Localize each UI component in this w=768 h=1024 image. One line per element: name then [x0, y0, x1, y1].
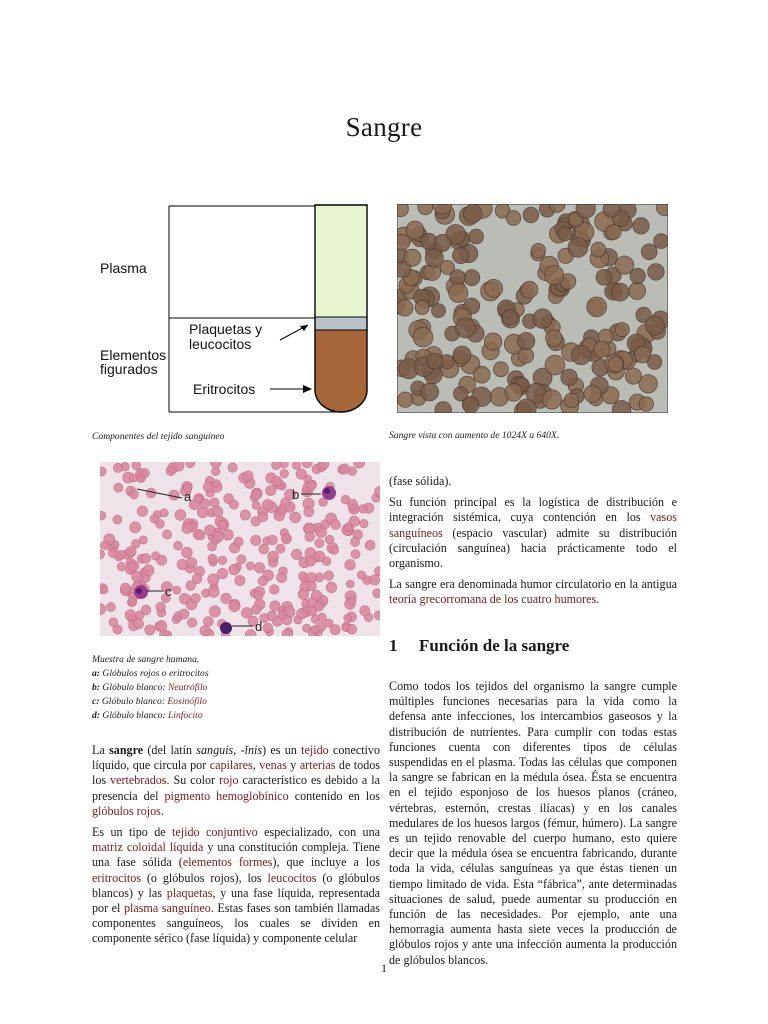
- micrograph-cell: [518, 333, 535, 350]
- left-column: [92, 743, 380, 953]
- smear-red-cell: [211, 467, 220, 476]
- smear-red-cell: [272, 462, 281, 470]
- micrograph-cell: [493, 362, 508, 377]
- micrograph-cell: [397, 300, 413, 317]
- smear-red-cell: [212, 506, 223, 517]
- diagram-caption: Componentes del tejido sanguíneo: [92, 431, 225, 442]
- micrograph-cell: [572, 345, 591, 364]
- link-tejido-conjuntivo[interactable]: tejido conjuntivo: [172, 825, 258, 840]
- smear-red-cell: [246, 562, 254, 570]
- smear-red-cell: [182, 523, 192, 533]
- section-heading: [389, 636, 569, 656]
- smear-red-cell: [163, 530, 172, 539]
- link-tejido[interactable]: tejido: [301, 743, 329, 757]
- smear-red-cell: [276, 544, 285, 553]
- smear-red-cell: [234, 537, 243, 546]
- smear-red-cell: [258, 512, 268, 522]
- smear-red-cell: [345, 560, 356, 571]
- micrograph-cell: [397, 234, 410, 250]
- smear-red-cell: [132, 462, 141, 470]
- smear-red-cell: [213, 531, 224, 542]
- smear-red-cell: [109, 618, 118, 627]
- link-eosinofilo[interactable]: Eosinófilo: [167, 696, 207, 707]
- smear-red-cell: [365, 540, 375, 550]
- blood-micrograph: [397, 204, 668, 413]
- link-venas[interactable]: venas: [259, 758, 287, 773]
- smear-red-cell: [351, 537, 360, 546]
- micrograph-cell: [596, 269, 612, 285]
- smear-label-d: d: [255, 619, 263, 634]
- micrograph-cell: [545, 266, 564, 285]
- micrograph-cell: [427, 353, 443, 369]
- smear-label-c: c: [165, 584, 172, 599]
- link-capilares[interactable]: capilares: [209, 758, 253, 773]
- micrograph-caption: Sangre vista con aumento de 1024X a 640X.: [389, 430, 560, 441]
- smear-red-cell: [370, 575, 380, 585]
- micrograph-cell: [564, 393, 579, 408]
- smear-red-cell: [177, 559, 187, 569]
- right-column-body: [389, 679, 677, 974]
- micrograph-cell: [568, 238, 588, 258]
- smear-red-cell: [143, 565, 154, 576]
- micrograph-cell: [521, 281, 538, 298]
- micrograph-cell: [533, 309, 552, 328]
- humor-paragraph: La sangre era denominada humor circulatorio en la antigua teoría grecorromana de los cuatro humores.: [389, 577, 677, 607]
- micrograph-cell: [404, 249, 421, 266]
- smear-red-cell: [346, 580, 354, 588]
- buffy-coat-layer: [315, 317, 367, 330]
- smear-red-cell: [208, 574, 219, 585]
- smear-red-cell: [229, 564, 240, 575]
- smear-red-cell: [259, 544, 269, 554]
- right-column-top: [389, 474, 677, 614]
- label-erythrocytes: Eritrocitos: [193, 381, 256, 397]
- smear-red-cell: [360, 606, 370, 616]
- smear-red-cell: [208, 554, 217, 563]
- micrograph-cell: [464, 270, 480, 286]
- smear-red-cell: [117, 550, 126, 559]
- micrograph-cell: [654, 234, 668, 249]
- smear-red-cell: [137, 506, 148, 517]
- smear-red-cell: [114, 483, 123, 492]
- smear-red-cell: [318, 613, 327, 622]
- smear-red-cell: [229, 601, 240, 612]
- smear-red-cell: [175, 510, 186, 521]
- micrograph-cell: [523, 207, 539, 223]
- smear-red-cell: [263, 623, 273, 633]
- smear-red-cell: [314, 551, 325, 562]
- smear-red-cell: [348, 597, 356, 605]
- link-vertebrados[interactable]: vertebrados: [110, 773, 167, 788]
- micrograph-cell: [454, 387, 468, 401]
- smear-red-cell: [305, 532, 315, 542]
- smear-red-cell: [228, 463, 237, 472]
- micrograph-cell: [425, 249, 443, 267]
- smear-red-cell: [251, 605, 261, 615]
- smear-red-cell: [174, 541, 183, 550]
- white-cell-eosinophil: [134, 585, 148, 599]
- page-title: Sangre: [345, 112, 423, 142]
- smear-red-cell: [268, 551, 279, 562]
- smear-red-cell: [113, 515, 122, 524]
- smear-red-cell: [357, 571, 365, 579]
- micrograph-cell: [646, 316, 665, 335]
- link-teoria-humores[interactable]: teoría grecorromana de los cuatro humores: [389, 592, 597, 607]
- smear-red-cell: [131, 539, 140, 548]
- smear-red-cell: [212, 479, 221, 488]
- smear-red-cell: [130, 522, 141, 533]
- smear-red-cell: [156, 621, 167, 632]
- smear-red-cell: [297, 608, 308, 619]
- link-plasma-sanguineo[interactable]: plasma sanguíneo: [123, 901, 211, 916]
- micrograph-cell: [591, 242, 606, 257]
- smear-red-cell: [128, 561, 139, 572]
- micrograph-cell: [453, 247, 469, 263]
- link-leucocitos[interactable]: leucocitos: [267, 870, 317, 885]
- label-platelets-1: Plaquetas y: [189, 321, 263, 337]
- smear-red-cell: [100, 511, 106, 520]
- smear-red-cell: [317, 622, 326, 631]
- smear-red-cell: [194, 494, 203, 503]
- smear-red-cell: [210, 498, 219, 507]
- micrograph-cell: [485, 279, 503, 297]
- smear-red-cell: [307, 481, 317, 491]
- smear-red-cell: [125, 610, 136, 621]
- blood-components-diagram: [94, 200, 384, 420]
- section-title: Función de la sangre: [419, 636, 570, 655]
- smear-red-cell: [113, 463, 122, 472]
- white-cell-neutrophil: [322, 486, 336, 500]
- smear-red-cell: [254, 591, 263, 600]
- smear-red-cell: [151, 552, 159, 560]
- micrograph-cell: [421, 383, 439, 401]
- micrograph-cell: [531, 243, 546, 258]
- smear-red-cell: [156, 602, 166, 612]
- smear-red-cell: [339, 464, 349, 474]
- smear-red-cell: [208, 586, 219, 597]
- smear-red-cell: [315, 539, 324, 548]
- micrograph-cell: [594, 341, 610, 357]
- label-plasma: Plasma: [100, 260, 147, 276]
- smear-red-cell: [282, 615, 292, 625]
- legend-row-a: a: Glóbulos rojos o eritrocitos: [92, 668, 209, 679]
- link-eritrocitos[interactable]: eritrocitos: [92, 870, 142, 885]
- micrograph-cell: [639, 397, 654, 412]
- smear-red-cell: [218, 556, 227, 565]
- smear-red-cell: [252, 490, 262, 500]
- micrograph-cell: [542, 390, 561, 409]
- smear-label-b: b: [292, 487, 300, 502]
- micrograph-cell: [558, 227, 572, 241]
- smear-red-cell: [217, 568, 227, 578]
- micrograph-cell: [561, 369, 578, 386]
- smear-red-cell: [243, 471, 253, 481]
- smear-red-cell: [200, 626, 210, 636]
- smear-red-cell: [186, 558, 197, 569]
- smear-red-cell: [120, 583, 130, 593]
- smear-red-cell: [291, 549, 301, 559]
- label-platelets-2: leucocitos: [189, 336, 252, 352]
- micrograph-cell: [453, 346, 471, 364]
- smear-red-cell: [330, 625, 340, 635]
- smear-red-cell: [191, 594, 201, 604]
- smear-red-cell: [141, 554, 151, 564]
- smear-legend: [92, 653, 209, 723]
- white-cell-lymphocyte: [220, 622, 232, 634]
- smear-red-cell: [240, 510, 250, 520]
- smear-red-cell: [141, 605, 151, 615]
- smear-red-cell: [330, 546, 339, 555]
- micrograph-cell: [469, 229, 484, 244]
- micrograph-cell: [641, 244, 657, 260]
- micrograph-cell: [415, 300, 429, 314]
- smear-red-cell: [117, 562, 126, 571]
- tissue-paragraph: Es un tipo de tejido conjuntivo especializado, con una matriz coloidal líquida y una constitución compleja. Tiene una fase sólida (elementos formes), que incluye a los eritrocitos (o glóbulos rojos), los leucocitos (o glóbulos blancos) y las plaquetas, y una fase líquida, representada por el plasma sanguíneo. Estas fases son también llamadas componentes sanguíneos, los cuales se dividen en componente sérico (fase líquida) y componente celular: [92, 825, 381, 946]
- smear-red-cell: [132, 571, 143, 582]
- link-matriz-coloidal[interactable]: matriz coloidal líquida: [92, 840, 204, 855]
- smear-red-cell: [192, 574, 202, 584]
- smear-red-cell: [108, 549, 117, 558]
- function-summary-paragraph: Su función principal es la logística de distribución e integración sistémica, cuya contención en los vasos sanguíneos (espacio vascular) admite su distribución (circulación sanguínea) hacia prácticamente todo el organismo.: [389, 495, 677, 571]
- link-globulos-rojos[interactable]: glóbulos rojos: [92, 803, 161, 818]
- micrograph-cell: [464, 204, 483, 223]
- micrograph-cell: [505, 384, 522, 401]
- smear-red-cell: [106, 603, 115, 612]
- smear-red-cell: [196, 531, 205, 540]
- smear-red-cell: [349, 516, 359, 526]
- smear-red-cell: [130, 490, 139, 499]
- smear-red-cell: [203, 617, 213, 627]
- micrograph-cell: [633, 218, 649, 234]
- smear-red-cell: [347, 624, 357, 634]
- smear-red-cell: [298, 589, 309, 600]
- micrograph-cell: [648, 264, 665, 281]
- link-rojo[interactable]: rojo: [219, 773, 239, 788]
- smear-red-cell: [277, 573, 287, 583]
- micrograph-cell: [413, 327, 433, 347]
- smear-red-cell: [134, 619, 144, 629]
- smear-red-cell: [316, 526, 327, 537]
- smear-red-cell: [128, 598, 137, 607]
- smear-red-cell: [268, 535, 278, 545]
- smear-red-cell: [169, 490, 179, 500]
- micrograph-cell: [406, 221, 424, 239]
- smear-red-cell: [179, 609, 189, 619]
- smear-red-cell: [223, 529, 234, 540]
- smear-red-cell: [241, 608, 252, 619]
- smear-red-cell: [281, 498, 290, 507]
- link-arterias[interactable]: arterias: [299, 758, 336, 773]
- smear-red-cell: [270, 601, 280, 611]
- blood-smear-image: [100, 462, 380, 636]
- micrograph-cell: [647, 355, 662, 370]
- function-paragraph: Como todos los tejidos del organismo la sangre cumple múltiples funciones necesarias para la vida como la defensa ante infecciones, los intercambios gaseosos y la distribución de nutrientes. Para cumplir con todas estas funciones cuenta con diferentes tipos de células suspendidas en el plasma. Todas las células que componen la sangre se fabrican en la médula ósea. Ésta se encuentra en el tejido esponjoso de los huesos planos (cráneo, vértebras, esternón, crestas ilíacas) y en los canales medulares de los huesos largos (fémur, húmero). La sangre es un tejido renovable del cuerpo humano, esto quiere decir que la médula ósea se encuentra fabricando, durante toda la vida, células sanguíneas ya que éstas tienen un tiempo limitado de vida. Esta “fábrica”, ante determinadas situaciones de salud, puede aumentar su producción en función de las necesidades. Por ejemplo, ante una hemorragia aumenta hasta siete veces la producción de glóbulos rojos y ante una infección aumenta la producción de glóbulos blancos.: [389, 679, 677, 967]
- smear-red-cell: [173, 462, 184, 471]
- link-vasos-sanguineos[interactable]: vasos sanguíneos: [389, 510, 677, 540]
- micrograph-cell: [455, 318, 475, 338]
- micrograph-cell: [606, 225, 621, 240]
- smear-red-cell: [373, 589, 380, 598]
- link-plaquetas[interactable]: plaquetas: [166, 885, 213, 900]
- smear-red-cell: [359, 505, 368, 514]
- smear-red-cell: [281, 534, 291, 544]
- smear-red-cell: [280, 469, 289, 478]
- micrograph-cell: [629, 282, 646, 299]
- link-linfocito[interactable]: Linfocito: [167, 710, 203, 721]
- smear-red-cell: [235, 575, 245, 585]
- micrograph-cell: [608, 357, 623, 372]
- smear-red-cell: [304, 507, 314, 517]
- smear-red-cell: [221, 593, 231, 603]
- smear-red-cell: [292, 462, 300, 470]
- continuation-paragraph: (fase sólida).: [389, 474, 452, 488]
- micrograph-cell: [418, 204, 433, 215]
- micrograph-cell: [584, 385, 601, 402]
- smear-red-cell: [258, 576, 268, 586]
- smear-red-cell: [331, 520, 341, 530]
- smear-red-cell: [251, 535, 261, 545]
- plasma-layer: [315, 205, 367, 317]
- smear-red-cell: [324, 571, 334, 581]
- micrograph-cell: [506, 211, 521, 226]
- smear-red-cell: [173, 586, 181, 594]
- micrograph-cell: [450, 270, 465, 285]
- micrograph-cell: [625, 368, 641, 384]
- smear-red-cell: [150, 515, 159, 524]
- smear-red-cell: [100, 586, 108, 594]
- micrograph-cell: [603, 204, 620, 218]
- micrograph-cell: [432, 304, 446, 318]
- legend-row-b: b: Glóbulo blanco: Neutrófilo: [92, 682, 208, 693]
- smear-red-cell: [360, 519, 369, 528]
- micrograph-cell: [473, 366, 490, 383]
- label-formed-2: figurados: [100, 361, 158, 377]
- smear-red-cell: [145, 625, 155, 635]
- smear-red-cell: [100, 467, 106, 476]
- micrograph-cell: [615, 323, 629, 337]
- smear-red-cell: [314, 602, 323, 611]
- smear-red-cell: [229, 500, 238, 509]
- smear-red-cell: [270, 585, 280, 595]
- legend-row-c: c: Glóbulo blanco: Eosinófilo: [92, 696, 207, 707]
- micrograph-cell: [398, 392, 413, 407]
- micrograph-cell: [616, 256, 634, 274]
- micrograph-cell: [449, 283, 468, 302]
- link-pigmento-hemoglobinico[interactable]: pigmento hemoglobínico: [164, 788, 289, 803]
- smear-red-cell: [209, 606, 220, 617]
- smear-red-cell: [140, 468, 149, 477]
- smear-red-cell: [237, 555, 246, 564]
- smear-red-cell: [160, 509, 168, 517]
- micrograph-cell: [611, 283, 629, 301]
- smear-red-cell: [182, 547, 193, 558]
- smear-red-cell: [296, 469, 306, 479]
- micrograph-cell: [546, 330, 563, 347]
- smear-label-a: a: [184, 489, 192, 504]
- page-number: 1: [381, 961, 387, 975]
- legend-row-d: d: Glóbulo blanco: Linfocito: [92, 710, 203, 721]
- smear-red-cell: [187, 618, 196, 627]
- micrograph-cell: [545, 355, 565, 375]
- smear-red-cell: [326, 582, 337, 593]
- smear-red-cell: [351, 550, 360, 559]
- smear-red-cell: [290, 512, 301, 523]
- micrograph-cell: [484, 333, 501, 350]
- section-number: 1: [389, 636, 398, 655]
- smear-red-cell: [100, 541, 108, 549]
- micrograph-cell: [502, 310, 517, 325]
- link-neutrofilo[interactable]: Neutrófilo: [167, 682, 208, 693]
- smear-red-cell: [348, 499, 358, 509]
- intro-paragraph: La sangre (del latín sanguis, -ĭnis) es un tejido conectivo líquido, que circula por capilares, venas y arterias de todos los vertebrados. Su color rojo característico es debido a la presencia del pigmento hemoglobínico contenido en los glóbulos rojos.: [92, 743, 381, 818]
- smear-red-cell: [344, 614, 352, 622]
- smear-red-cell: [254, 563, 264, 573]
- smear-legend-title: Muestra de sangre humana.: [92, 654, 200, 665]
- link-elementos-formes[interactable]: elementos formes: [182, 855, 273, 870]
- smear-red-cell: [307, 581, 317, 591]
- micrograph-cell: [587, 297, 607, 317]
- smear-red-cell: [272, 476, 282, 486]
- smear-red-cell: [139, 536, 147, 544]
- smear-red-cell: [129, 474, 137, 482]
- label-formed-1: Elementos: [100, 347, 167, 363]
